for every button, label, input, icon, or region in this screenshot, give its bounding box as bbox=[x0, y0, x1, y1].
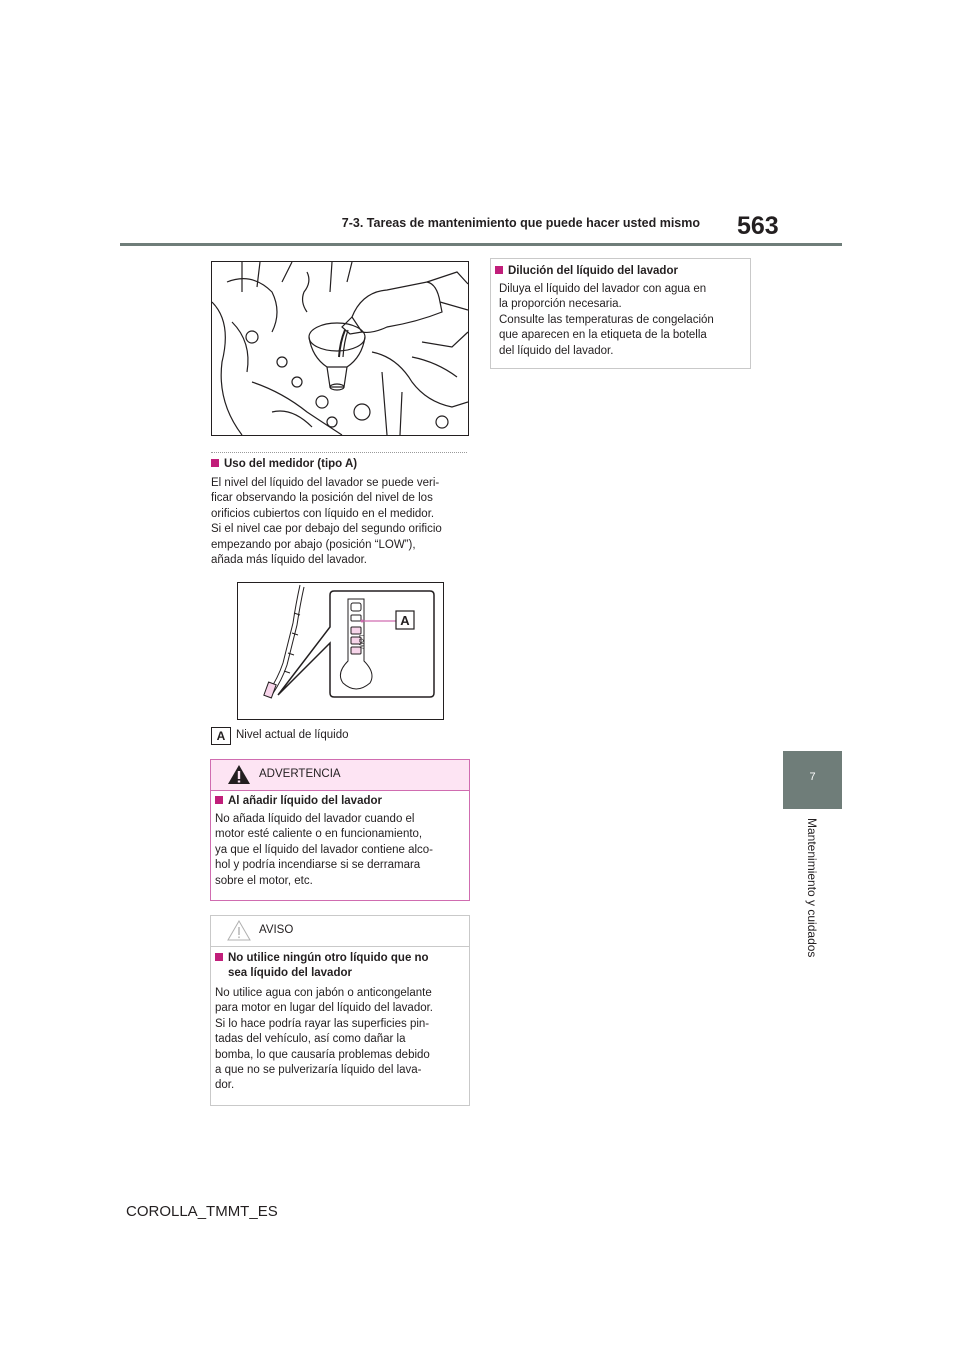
page-number: 563 bbox=[737, 212, 779, 240]
paragraph-line: empezando por abajo (posición “LOW”), bbox=[211, 538, 416, 551]
dilution-paragraph bbox=[499, 282, 747, 359]
gauge-drawing bbox=[238, 583, 443, 719]
dilution-heading-text: Dilución del líquido del lavador bbox=[508, 265, 678, 277]
bullet-square bbox=[215, 796, 223, 804]
section-separator bbox=[211, 452, 467, 453]
warning-heading-text: Al añadir líquido del lavador bbox=[228, 795, 382, 807]
chapter-label: Mantenimiento y cuidados bbox=[805, 818, 819, 958]
bullet-square bbox=[215, 953, 223, 961]
section-title: 7-3. Tareas de mantenimiento que puede hacer usted mismo bbox=[341, 216, 700, 230]
header-rule bbox=[120, 243, 842, 246]
notice-heading-line bbox=[215, 951, 467, 966]
notice-heading bbox=[215, 951, 467, 981]
caption-letter: A bbox=[211, 727, 231, 745]
low-mark-label: LOW bbox=[357, 635, 363, 649]
gauge-paragraph bbox=[211, 476, 473, 568]
paragraph-line: del líquido del lavador. bbox=[499, 344, 614, 357]
paragraph-line: hol y podría incendiarse si se derramara bbox=[215, 859, 421, 872]
paragraph-line: ya que el líquido del lavador contiene alco- bbox=[215, 843, 434, 856]
warning-triangle-icon bbox=[227, 763, 251, 785]
warning-title: ADVERTENCIA bbox=[259, 768, 341, 780]
paragraph-line: a que no se pulverizaría líquido del lava- bbox=[215, 1064, 422, 1077]
paragraph-line: la proporción necesaria. bbox=[499, 298, 622, 311]
paragraph-line: bomba, lo que causaría problemas debido bbox=[215, 1048, 430, 1061]
paragraph-line: Diluya el líquido del lavador con agua en bbox=[499, 283, 707, 295]
gauge-heading-text: Uso del medidor (tipo A) bbox=[224, 458, 358, 470]
paragraph-line: El nivel del líquido del lavador se puede veri- bbox=[211, 477, 440, 489]
gauge-illustration bbox=[237, 582, 444, 720]
paragraph-line: para motor en lugar del líquido del lavador. bbox=[215, 1002, 434, 1015]
bullet-square bbox=[211, 459, 219, 467]
paragraph-line: Si lo hace podría rayar las superficies pin- bbox=[215, 1017, 430, 1030]
paragraph-line: tadas del vehículo, así como dañar la bbox=[215, 1033, 406, 1046]
gauge-heading bbox=[211, 457, 471, 472]
paragraph-line: Consulte las temperaturas de congelación bbox=[499, 313, 714, 326]
paragraph-line: dor. bbox=[215, 1079, 235, 1092]
paragraph-line: motor esté caliente o en funcionamiento, bbox=[215, 828, 423, 841]
refill-illustration bbox=[211, 261, 469, 436]
refill-drawing bbox=[212, 262, 468, 435]
chapter-number: 7 bbox=[809, 771, 816, 783]
paragraph-line: No añada líquido del lavador cuando el bbox=[215, 813, 415, 825]
notice-paragraph bbox=[215, 986, 467, 1094]
warning-header bbox=[211, 760, 469, 791]
paragraph-line: ficar observando la posición del nivel de los bbox=[211, 492, 433, 505]
footer-doc-code: COROLLA_TMMT_ES bbox=[126, 1203, 278, 1220]
caption-text: Nivel actual de líquido bbox=[236, 729, 349, 741]
warning-paragraph bbox=[215, 812, 467, 889]
paragraph-line: añada más líquido del lavador. bbox=[211, 554, 367, 567]
bullet-square bbox=[495, 266, 503, 274]
chapter-label-wrap bbox=[783, 818, 842, 988]
notice-heading-line: sea líquido del lavador bbox=[228, 967, 352, 979]
warning-heading bbox=[215, 794, 382, 809]
caution-triangle-icon bbox=[227, 919, 251, 941]
dilution-heading bbox=[495, 264, 678, 279]
notice-heading-text: No utilice ningún otro líquido que no bbox=[228, 952, 429, 964]
callout-letter: A bbox=[400, 613, 410, 628]
warning-box bbox=[210, 759, 470, 901]
notice-title: AVISO bbox=[259, 924, 294, 936]
paragraph-line: sobre el motor, etc. bbox=[215, 874, 313, 887]
notice-header bbox=[211, 916, 469, 947]
paragraph-line: orificios cubiertos con líquido en el medidor. bbox=[211, 507, 435, 520]
dilution-box bbox=[490, 258, 751, 369]
paragraph-line: Si el nivel cae por debajo del segundo orificio bbox=[211, 523, 442, 536]
paragraph-line: que aparecen en la etiqueta de la botella bbox=[499, 329, 707, 342]
paragraph-line: No utilice agua con jabón o anticongelante bbox=[215, 987, 432, 999]
notice-box bbox=[210, 915, 470, 1106]
